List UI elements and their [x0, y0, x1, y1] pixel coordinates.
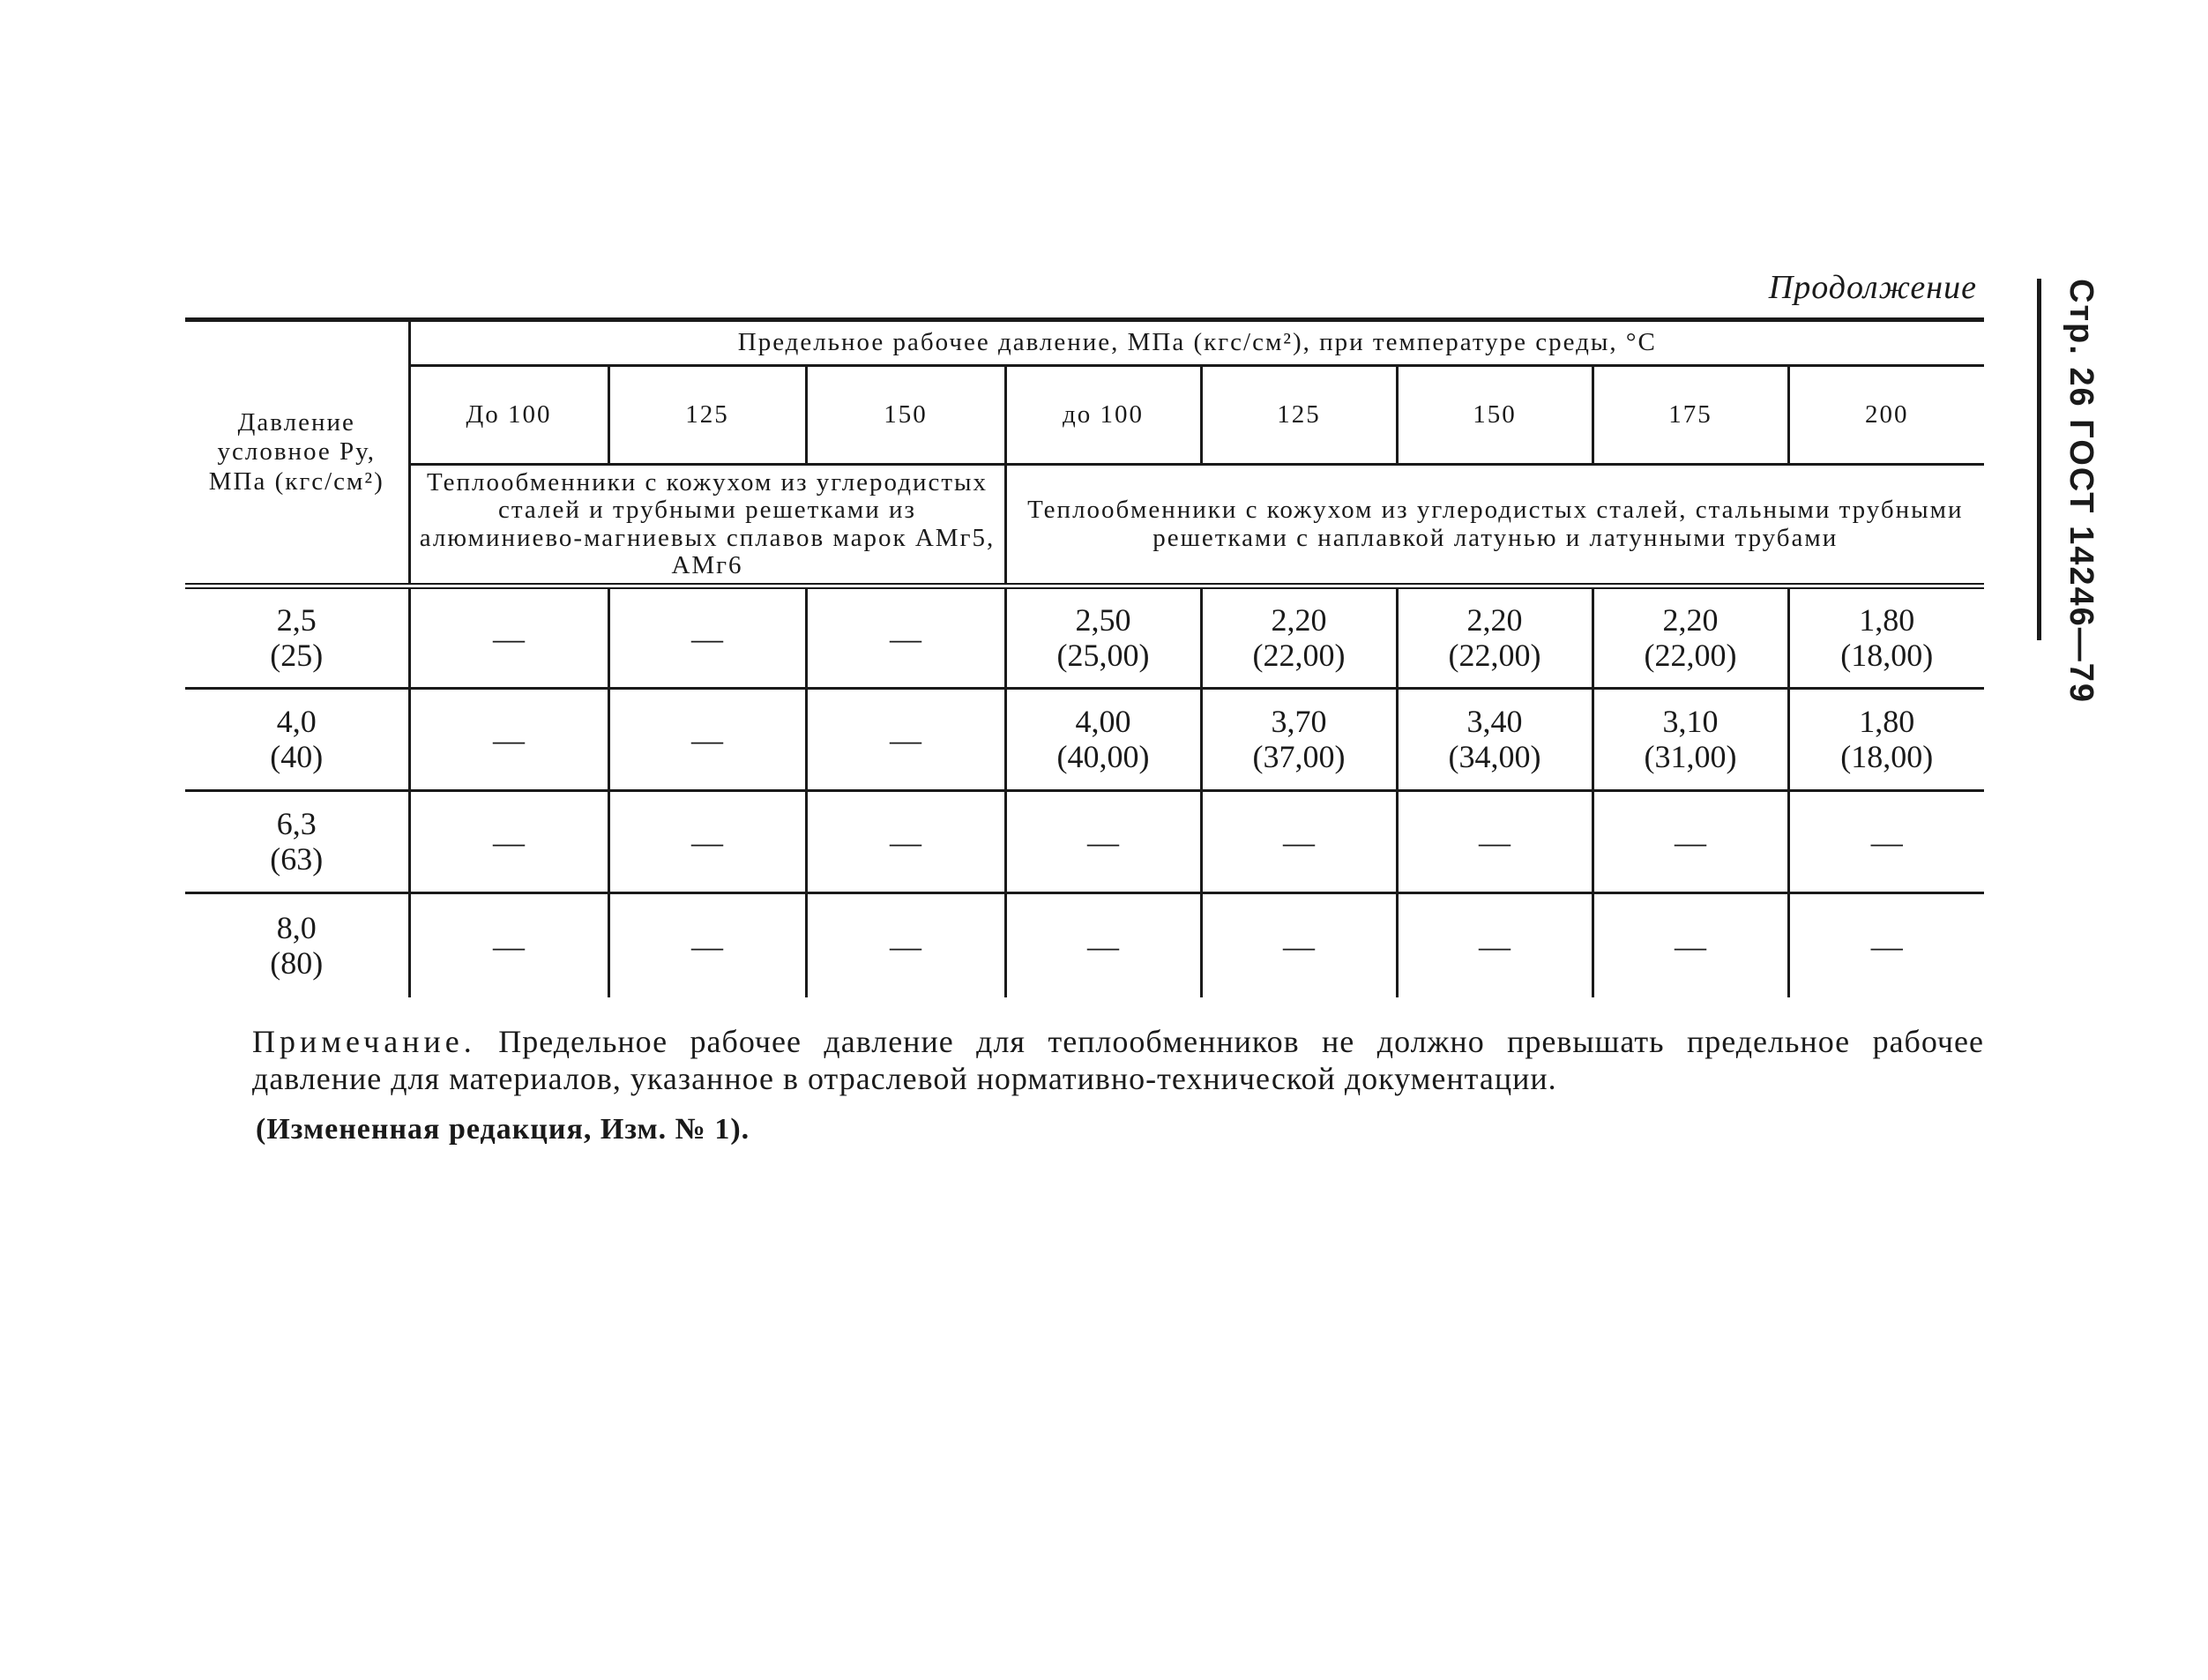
value-cell [1201, 689, 1397, 791]
note-label: Примечание. [252, 1024, 476, 1059]
empty-dash: — [1479, 928, 1511, 964]
value-cell [1201, 791, 1397, 893]
value-kgf: (22,00) [1644, 637, 1737, 673]
value-cell [806, 893, 1005, 997]
pressure-kgf: (40) [270, 738, 324, 774]
value-mpa: 2,20 [1662, 602, 1719, 638]
pressure-mpa: 4,0 [276, 704, 317, 740]
pressure-mpa: 6,3 [276, 806, 317, 842]
empty-dash: — [1087, 824, 1119, 860]
value-cell [409, 586, 608, 689]
value-kgf: (40,00) [1056, 738, 1150, 774]
row-header-cell [185, 320, 409, 586]
value-kgf: (22,00) [1252, 637, 1346, 673]
value-mpa: 4,00 [1075, 704, 1131, 740]
empty-dash: — [691, 721, 723, 758]
value-mpa: 2,20 [1271, 602, 1327, 638]
group-header-aluminium: Теплообменники с кожухом из углеродистых сталей и трубными решетками из алюминиево-магниевых сплавов марок АМг5, АМг6 [409, 465, 1005, 586]
value-cell [1397, 791, 1593, 893]
pressure-cell [185, 586, 409, 689]
temp-header: 200 [1788, 366, 1984, 465]
pressure-cell [185, 689, 409, 791]
empty-dash: — [1283, 824, 1315, 860]
empty-dash: — [890, 928, 921, 964]
value-mpa: 2,20 [1466, 602, 1523, 638]
temp-header: 125 [608, 366, 806, 465]
value-cell [1005, 689, 1201, 791]
value-cell [409, 893, 608, 997]
value-kgf: (18,00) [1840, 738, 1934, 774]
temp-header: 175 [1593, 366, 1788, 465]
group-header-brass: Теплообменники с кожухом из углеродистых сталей, стальными трубными решетками с наплавкой латунью и латунными трубами [1005, 465, 1984, 586]
empty-dash: — [890, 620, 921, 656]
pressure-kgf: (63) [270, 840, 324, 877]
empty-dash: — [1283, 928, 1315, 964]
value-mpa: 3,70 [1271, 704, 1327, 740]
pressure-cell [185, 791, 409, 893]
value-kgf: (18,00) [1840, 637, 1934, 673]
temp-header: 125 [1201, 366, 1397, 465]
value-cell [1397, 586, 1593, 689]
note-text: Предельное рабочее давление для теплообменников не должно превышать предельное рабочее давление для материалов, указанное в отраслевой нормативно-технической документации. [252, 1024, 1984, 1097]
empty-dash: — [890, 824, 921, 860]
page-number-standard: Стр. 26 ГОСТ 14246—79 [2063, 279, 2100, 705]
value-cell [1397, 893, 1593, 997]
temp-header: 150 [1397, 366, 1593, 465]
value-cell [1593, 791, 1788, 893]
value-cell [1788, 893, 1984, 997]
empty-dash: — [691, 620, 723, 656]
value-cell [1005, 893, 1201, 997]
value-mpa: 1,80 [1859, 602, 1915, 638]
value-cell [608, 689, 806, 791]
span-header-cell [409, 320, 1984, 366]
empty-dash: — [493, 928, 525, 964]
value-mpa: 3,40 [1466, 704, 1523, 740]
value-cell [806, 689, 1005, 791]
value-cell [409, 791, 608, 893]
continuation-label: Продолжение [1768, 269, 1977, 306]
value-cell [608, 791, 806, 893]
value-cell [1788, 791, 1984, 893]
value-kgf: (34,00) [1448, 738, 1541, 774]
value-kgf: (37,00) [1252, 738, 1346, 774]
amendment-note: (Измененная редакция, Изм. № 1). [256, 1113, 750, 1146]
pressure-table [185, 317, 1984, 997]
empty-dash: — [1087, 928, 1119, 964]
group-header-row [185, 465, 1984, 586]
value-cell [1593, 586, 1788, 689]
value-cell [1005, 791, 1201, 893]
empty-dash: — [1675, 824, 1706, 860]
page-running-header [2037, 279, 2121, 705]
empty-dash: — [691, 824, 723, 860]
empty-dash: — [1870, 824, 1903, 860]
value-mpa: 1,80 [1859, 704, 1915, 740]
value-cell [608, 586, 806, 689]
row-header-text: Давление условное Pу, МПа (кгс/см²) [208, 408, 384, 496]
pressure-kgf: (25) [270, 637, 324, 673]
table-row [185, 689, 1984, 791]
value-kgf: (22,00) [1448, 637, 1541, 673]
value-cell [1593, 689, 1788, 791]
empty-dash: — [1479, 824, 1511, 860]
pressure-mpa: 2,5 [276, 602, 317, 638]
table-row [185, 791, 1984, 893]
empty-dash: — [890, 721, 921, 758]
value-cell [1397, 689, 1593, 791]
pressure-mpa: 8,0 [276, 909, 317, 945]
empty-dash: — [493, 620, 525, 656]
empty-dash: — [1675, 928, 1706, 964]
temp-header: 150 [806, 366, 1005, 465]
pressure-kgf: (80) [270, 945, 324, 981]
span-header-text: Предельное рабочее давление, МПа (кгс/см²), при температуре среды, °С [737, 328, 1657, 357]
temperature-header-row [185, 366, 1984, 465]
value-cell [1201, 586, 1397, 689]
value-cell [806, 791, 1005, 893]
value-cell [1201, 893, 1397, 997]
empty-dash: — [691, 928, 723, 964]
temp-header: до 100 [1005, 366, 1201, 465]
value-cell [1788, 689, 1984, 791]
pressure-cell [185, 893, 409, 997]
note-paragraph [252, 1023, 1984, 1098]
empty-dash: — [493, 824, 525, 860]
value-cell [1788, 586, 1984, 689]
value-cell [608, 893, 806, 997]
value-cell [409, 689, 608, 791]
value-kgf: (25,00) [1056, 637, 1150, 673]
temp-header: До 100 [409, 366, 608, 465]
value-cell [1593, 893, 1788, 997]
table-body [185, 586, 1984, 997]
value-mpa: 2,50 [1075, 602, 1131, 638]
value-cell [1005, 586, 1201, 689]
table-row [185, 586, 1984, 689]
empty-dash: — [1870, 928, 1903, 964]
value-mpa: 3,10 [1662, 704, 1719, 740]
value-cell [806, 586, 1005, 689]
table-row [185, 893, 1984, 997]
value-kgf: (31,00) [1644, 738, 1737, 774]
empty-dash: — [493, 721, 525, 758]
